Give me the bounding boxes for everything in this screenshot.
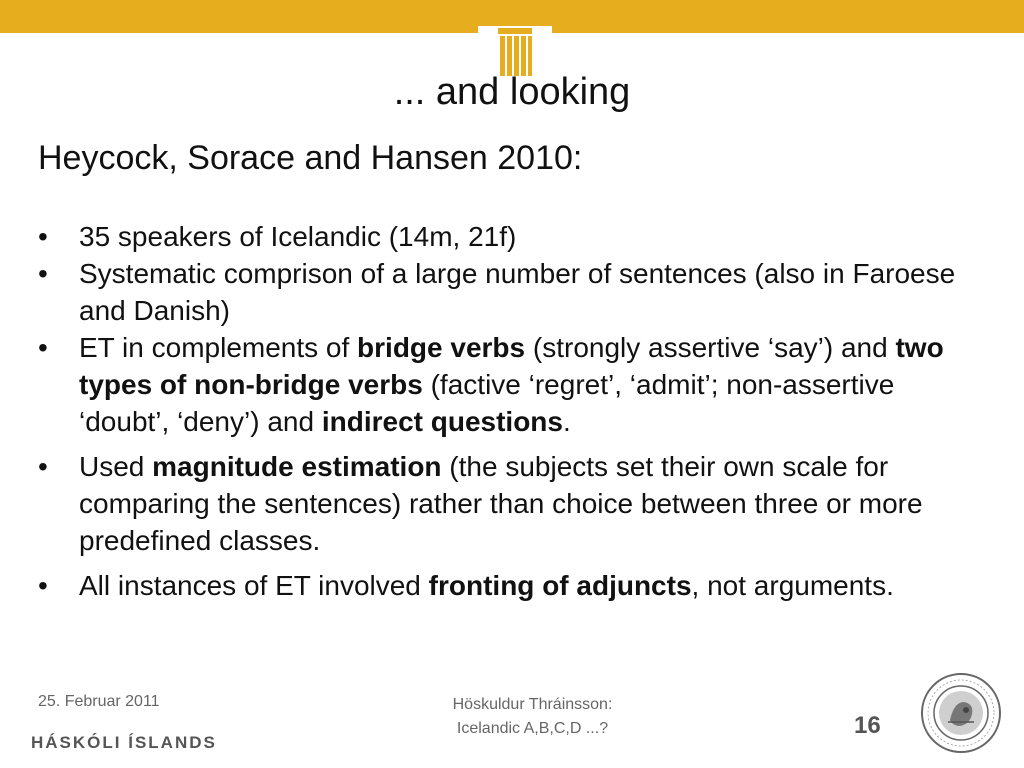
- bullet-item: [38, 255, 988, 329]
- bullet-item: [38, 329, 988, 440]
- bullet-marker: •: [38, 570, 48, 601]
- page-number: 16: [854, 712, 881, 739]
- bullet-list: [38, 218, 988, 612]
- bullet-marker: •: [38, 332, 48, 363]
- slide-title: ... and looking: [393, 71, 631, 113]
- bullet-item: [38, 448, 988, 559]
- footer-talk-title: Icelandic A,B,C,D ...?: [456, 720, 609, 737]
- bullet-marker: •: [38, 258, 48, 289]
- bullet-text: (factive ‘regret’, ‘admit’; non-assertive ‘doubt’, ‘deny’) and: [79, 369, 895, 437]
- bullet-text: (the subjects set their own scale for comparing the sentences) rather than choice between three or more predefined classes.: [79, 451, 923, 556]
- bullet-bold-term: fronting of adjuncts: [428, 570, 692, 601]
- bullet-text: All instances of ET involved: [79, 570, 429, 601]
- bullet-marker: •: [38, 221, 48, 252]
- bullet-text: Used: [79, 451, 153, 482]
- bullet-text: Systematic comprison of a large number of sentences (also in Faroese and Danish): [79, 258, 956, 326]
- bullet-text: (strongly assertive ‘say’) and: [525, 332, 896, 363]
- footer-author: [430, 693, 635, 741]
- bullet-text: .: [562, 406, 571, 437]
- footer-date: 25. Februar 2011: [38, 693, 160, 710]
- bullet-text: , not arguments.: [691, 570, 894, 601]
- bullet-bold-term: indirect questions: [321, 406, 563, 437]
- bullet-text: 35 speakers of Icelandic (14m, 21f): [79, 221, 517, 252]
- bullet-marker: •: [38, 451, 48, 482]
- bullet-bold-term: magnitude estimation: [152, 451, 442, 482]
- bullet-bold-term: two types of non-bridge verbs: [79, 332, 944, 400]
- bullet-bold-term: bridge verbs: [357, 332, 526, 363]
- bullet-item: [38, 218, 988, 255]
- slide-subtitle: Heycock, Sorace and Hansen 2010:: [38, 139, 583, 177]
- bullet-text: ET in complements of: [79, 332, 358, 363]
- university-seal-icon: [920, 672, 1002, 754]
- university-name: HÁSKÓLI ÍSLANDS: [31, 733, 217, 752]
- footer-author-name: Höskuldur Thráinsson:: [452, 696, 613, 713]
- bullet-item: [38, 567, 988, 604]
